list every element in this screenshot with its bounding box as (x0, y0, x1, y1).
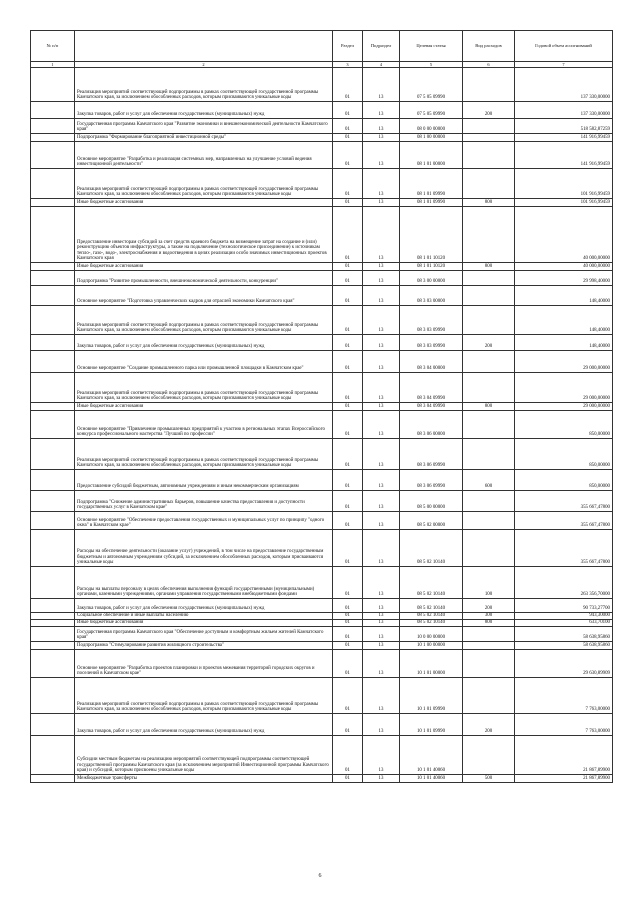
header-razdel: Раздел (333, 31, 363, 62)
cell-target-article: 08 5 02 10140 (400, 599, 463, 613)
cell-target-article: 08 3 03 00000 (400, 286, 463, 306)
cell-amount: 58 638,95860 (515, 642, 613, 650)
cell-target-article: 08 1 01 10120 (400, 207, 463, 263)
column-number: 3 (333, 62, 363, 68)
cell-amount: 7 763,00000 (515, 678, 613, 714)
cell-razdel: 01 (333, 102, 363, 119)
cell-podrazdel: 13 (363, 627, 400, 642)
cell-number (31, 678, 75, 714)
table-row (31, 403, 613, 411)
cell-amount: 137 330,00000 (515, 68, 613, 102)
cell-target-article: 07 5 05 09990 (400, 102, 463, 119)
cell-razdel: 01 (333, 620, 363, 627)
cell-razdel: 01 (333, 650, 363, 678)
column-number: 5 (400, 62, 463, 68)
cell-expense-type: 800 (463, 620, 515, 627)
cell-name: Реализация мероприятий соответствующей подпрограммы в рамках соответствующей государственной программы Камчатского края, за исключением обособленных расходов, которым присваиваются уникальные коды (75, 439, 333, 470)
cell-razdel: 01 (333, 627, 363, 642)
cell-expense-type: 800 (463, 263, 515, 271)
cell-number (31, 169, 75, 199)
cell-razdel: 01 (333, 286, 363, 306)
cell-razdel: 01 (333, 512, 363, 530)
cell-target-article: 08 3 04 00000 (400, 351, 463, 373)
budget-table (30, 30, 613, 783)
cell-expense-type: 800 (463, 199, 515, 207)
cell-name: Социальное обеспечение и иные выплаты населению (75, 613, 333, 620)
cell-podrazdel: 13 (363, 102, 400, 119)
table-row (31, 169, 613, 199)
cell-name: Иные бюджетные ассигнования (75, 199, 333, 207)
table-row (31, 775, 613, 783)
cell-name: Предоставление субсидий бюджетным, автономным учреждениям и иным некоммерческим организациям (75, 470, 333, 491)
cell-target-article: 08 3 06 09990 (400, 470, 463, 491)
table-row (31, 134, 613, 142)
cell-razdel: 01 (333, 403, 363, 411)
cell-amount: 101 916,99459 (515, 169, 613, 199)
column-number: 2 (75, 62, 333, 68)
cell-amount: 137 330,00000 (515, 102, 613, 119)
cell-name: Подпрограмма "Формирование благоприятной инвестиционной среды" (75, 134, 333, 142)
cell-podrazdel: 13 (363, 207, 400, 263)
page-number: 6 (318, 873, 322, 879)
cell-razdel: 01 (333, 411, 363, 439)
cell-amount: 355 667,47800 (515, 530, 613, 567)
cell-expense-type (463, 169, 515, 199)
cell-target-article: 08 3 06 00000 (400, 411, 463, 439)
cell-name: Закупка товаров, работ и услуг для обеспечения государственных (муниципальных) нужд (75, 102, 333, 119)
table-row (31, 736, 613, 775)
cell-podrazdel: 13 (363, 119, 400, 134)
cell-name: Реализация мероприятий соответствующей подпрограммы в рамках соответствующей государственной программы Камчатского края, за исключением обособленных расходов, которым присваиваются уникальные коды (75, 306, 333, 335)
cell-target-article: 08 5 02 10140 (400, 530, 463, 567)
cell-number (31, 306, 75, 335)
table-row (31, 119, 613, 134)
cell-number (31, 207, 75, 263)
table-row (31, 613, 613, 620)
cell-number (31, 263, 75, 271)
cell-podrazdel: 13 (363, 714, 400, 736)
cell-amount: 633,70100 (515, 620, 613, 627)
cell-target-article: 08 1 01 10120 (400, 263, 463, 271)
cell-podrazdel: 13 (363, 650, 400, 678)
cell-amount: 7 763,00000 (515, 714, 613, 736)
cell-target-article: 10 1 01 09990 (400, 714, 463, 736)
cell-expense-type (463, 411, 515, 439)
table-row (31, 650, 613, 678)
cell-target-article: 10 0 00 00000 (400, 627, 463, 642)
cell-amount: 141 916,99459 (515, 134, 613, 142)
cell-number (31, 775, 75, 783)
cell-amount: 263 356,70000 (515, 567, 613, 599)
cell-amount: 355 667,47800 (515, 491, 613, 512)
cell-podrazdel: 13 (363, 134, 400, 142)
cell-number (31, 650, 75, 678)
cell-number (31, 714, 75, 736)
cell-name: Реализация мероприятий соответствующей подпрограммы в рамках соответствующей государственной программы Камчатского края, за исключением обособленных расходов, которым присваиваются уникальные коды (75, 68, 333, 102)
table-row (31, 199, 613, 207)
cell-amount: 29 630,89909 (515, 650, 613, 678)
cell-name: Основное мероприятие "Создание промышленного парка или промышленной площадки в Камчатском крае" (75, 351, 333, 373)
cell-expense-type: 200 (463, 102, 515, 119)
cell-name: Закупка товаров, работ и услуг для обеспечения государственных (муниципальных) нужд (75, 599, 333, 613)
cell-podrazdel: 13 (363, 286, 400, 306)
cell-amount: 29 000,00000 (515, 403, 613, 411)
cell-podrazdel: 13 (363, 373, 400, 403)
cell-razdel: 01 (333, 271, 363, 286)
cell-target-article: 08 3 04 09990 (400, 403, 463, 411)
cell-razdel: 01 (333, 68, 363, 102)
cell-razdel: 01 (333, 335, 363, 351)
cell-target-article: 10 1 00 00000 (400, 642, 463, 650)
cell-number (31, 530, 75, 567)
table-row (31, 411, 613, 439)
cell-number (31, 491, 75, 512)
cell-amount: 355 667,47800 (515, 512, 613, 530)
cell-razdel: 01 (333, 599, 363, 613)
cell-razdel: 01 (333, 530, 363, 567)
cell-podrazdel: 13 (363, 613, 400, 620)
cell-name: Государственная программа Камчатского края "Развитие экономики и внешнеэкономической деятельности Камчатского края" (75, 119, 333, 134)
cell-target-article: 10 1 01 00000 (400, 650, 463, 678)
cell-number (31, 470, 75, 491)
cell-target-article: 07 5 05 09990 (400, 68, 463, 102)
table-row (31, 271, 613, 286)
cell-expense-type (463, 142, 515, 169)
cell-target-article: 08 5 02 10140 (400, 613, 463, 620)
cell-amount: 21 867,89900 (515, 775, 613, 783)
cell-name: Расходы на выплаты персоналу в целях обеспечения выполнения функций государственными (муниципальными) органами, казенными учреждениями, органами управления государственными внебюджетными фондами (75, 567, 333, 599)
table-row (31, 642, 613, 650)
cell-number (31, 286, 75, 306)
cell-podrazdel: 13 (363, 199, 400, 207)
cell-expense-type: 200 (463, 599, 515, 613)
table-row (31, 351, 613, 373)
cell-razdel: 01 (333, 142, 363, 169)
table-row (31, 567, 613, 599)
cell-name: Реализация мероприятий соответствующей подпрограммы в рамках соответствующей государственной программы Камчатского края, за исключением обособленных расходов, которым присваиваются уникальные коды (75, 169, 333, 199)
cell-name: Государственная программа Камчатского края "Обеспечение доступным и комфортным жильем жителей Камчатского края" (75, 627, 333, 642)
cell-podrazdel: 13 (363, 271, 400, 286)
column-number: 7 (515, 62, 613, 68)
table-row (31, 599, 613, 613)
cell-number (31, 102, 75, 119)
cell-podrazdel: 13 (363, 470, 400, 491)
cell-name: Основное мероприятие "Разработка и реализация системных мер, направленных на улучшение условий ведения инвестиционной деятельности" (75, 142, 333, 169)
cell-razdel: 01 (333, 373, 363, 403)
header-row (31, 31, 613, 62)
cell-expense-type (463, 271, 515, 286)
cell-name: Межбюджетные трансферты (75, 775, 333, 783)
cell-number (31, 642, 75, 650)
cell-name: Иные бюджетные ассигнования (75, 620, 333, 627)
cell-expense-type (463, 68, 515, 102)
cell-target-article: 08 3 06 09990 (400, 439, 463, 470)
cell-target-article: 08 1 00 00000 (400, 134, 463, 142)
table-row (31, 207, 613, 263)
cell-razdel: 01 (333, 775, 363, 783)
cell-razdel: 01 (333, 439, 363, 470)
cell-podrazdel: 13 (363, 567, 400, 599)
cell-razdel: 01 (333, 491, 363, 512)
cell-number (31, 351, 75, 373)
cell-expense-type (463, 491, 515, 512)
table-row (31, 530, 613, 567)
cell-podrazdel: 13 (363, 736, 400, 775)
cell-amount: 101 916,99459 (515, 199, 613, 207)
cell-name: Основное мероприятие "Привлечение промышленных предприятий к участию в региональных этапах Всероссийского конкурса профессионального мастерства "Лучший по профессии" (75, 411, 333, 439)
cell-number (31, 439, 75, 470)
cell-expense-type (463, 736, 515, 775)
cell-amount: 29 000,00000 (515, 373, 613, 403)
cell-target-article: 08 3 00 00000 (400, 271, 463, 286)
cell-amount: 29 000,00000 (515, 351, 613, 373)
cell-number (31, 403, 75, 411)
cell-razdel: 01 (333, 263, 363, 271)
cell-name: Подпрограмма "Снижение административных барьеров, повышение качества предоставления и доступности государственных услуг в Камчатском крае" (75, 491, 333, 512)
cell-amount: 21 867,89900 (515, 736, 613, 775)
cell-number (31, 335, 75, 351)
cell-number (31, 68, 75, 102)
column-number: 6 (463, 62, 515, 68)
cell-podrazdel: 13 (363, 335, 400, 351)
cell-number (31, 512, 75, 530)
table-row (31, 68, 613, 102)
cell-number (31, 134, 75, 142)
cell-amount: 850,00000 (515, 411, 613, 439)
cell-target-article: 10 1 01 40060 (400, 736, 463, 775)
table-row (31, 491, 613, 512)
cell-razdel: 01 (333, 306, 363, 335)
cell-podrazdel: 13 (363, 642, 400, 650)
table-row (31, 678, 613, 714)
table-row (31, 620, 613, 627)
cell-expense-type: 100 (463, 567, 515, 599)
header-target-article: Целевая статья (400, 31, 463, 62)
cell-amount: 40 000,00000 (515, 207, 613, 263)
cell-target-article: 08 5 00 00000 (400, 491, 463, 512)
cell-expense-type: 600 (463, 470, 515, 491)
cell-amount: 141 916,99459 (515, 142, 613, 169)
cell-podrazdel: 13 (363, 491, 400, 512)
cell-razdel: 01 (333, 207, 363, 263)
cell-amount: 148,40000 (515, 306, 613, 335)
cell-name: Иные бюджетные ассигнования (75, 403, 333, 411)
cell-name: Подпрограмма "Стимулирование развития жилищного строительства" (75, 642, 333, 650)
cell-amount: 850,00000 (515, 470, 613, 491)
cell-amount: 518 582,87259 (515, 119, 613, 134)
cell-number (31, 271, 75, 286)
cell-podrazdel: 13 (363, 403, 400, 411)
cell-name: Реализация мероприятий соответствующей подпрограммы в рамках соответствующей государственной программы Камчатского края, за исключением обособленных расходов, которым присваиваются уникальные коды (75, 373, 333, 403)
table-row (31, 373, 613, 403)
cell-amount: 90 733,27700 (515, 599, 613, 613)
cell-podrazdel: 13 (363, 530, 400, 567)
table-row (31, 102, 613, 119)
table-row (31, 714, 613, 736)
table-row (31, 286, 613, 306)
cell-expense-type (463, 512, 515, 530)
cell-podrazdel: 13 (363, 678, 400, 714)
cell-podrazdel: 13 (363, 306, 400, 335)
cell-expense-type (463, 306, 515, 335)
cell-name: Закупка товаров, работ и услуг для обеспечения государственных (муниципальных) нужд (75, 335, 333, 351)
header-expense-type: Вид расходов (463, 31, 515, 62)
cell-expense-type (463, 134, 515, 142)
cell-razdel: 01 (333, 119, 363, 134)
cell-name: Закупка товаров, работ и услуг для обеспечения государственных (муниципальных) нужд (75, 714, 333, 736)
cell-expense-type (463, 439, 515, 470)
cell-expense-type: 800 (463, 403, 515, 411)
cell-number (31, 142, 75, 169)
cell-number (31, 627, 75, 642)
cell-podrazdel: 13 (363, 620, 400, 627)
cell-target-article: 08 3 03 09990 (400, 335, 463, 351)
header-number: № п/п (31, 31, 75, 62)
cell-number (31, 620, 75, 627)
header-podrazdel: Подраздел (363, 31, 400, 62)
cell-expense-type: 500 (463, 775, 515, 783)
cell-razdel: 01 (333, 714, 363, 736)
cell-razdel: 01 (333, 199, 363, 207)
cell-razdel: 01 (333, 567, 363, 599)
cell-amount: 850,00000 (515, 439, 613, 470)
cell-expense-type (463, 119, 515, 134)
cell-expense-type (463, 373, 515, 403)
cell-amount: 943,30000 (515, 613, 613, 620)
cell-podrazdel: 13 (363, 351, 400, 373)
cell-razdel: 01 (333, 736, 363, 775)
cell-expense-type: 200 (463, 714, 515, 736)
cell-expense-type: 200 (463, 335, 515, 351)
cell-number (31, 613, 75, 620)
cell-razdel: 01 (333, 470, 363, 491)
table-row (31, 306, 613, 335)
cell-number (31, 119, 75, 134)
cell-target-article: 08 3 03 09990 (400, 306, 463, 335)
cell-podrazdel: 13 (363, 775, 400, 783)
cell-amount: 148,40000 (515, 335, 613, 351)
cell-number (31, 411, 75, 439)
cell-name: Реализация мероприятий соответствующей подпрограммы в рамках соответствующей государственной программы Камчатского края, за исключением обособленных расходов, которым присваиваются уникальные коды (75, 678, 333, 714)
cell-target-article: 08 5 02 10140 (400, 620, 463, 627)
cell-razdel: 01 (333, 351, 363, 373)
cell-podrazdel: 13 (363, 169, 400, 199)
cell-amount: 58 638,95860 (515, 627, 613, 642)
cell-podrazdel: 13 (363, 512, 400, 530)
cell-name: Расходы на обеспечение деятельности (оказание услуг) учреждений, в том числе на предоставление государственным бюджетным и автономным учреждениям субсидий, за исключением обособленных расходов, которым присваиваются уникальные коды (75, 530, 333, 567)
cell-number (31, 567, 75, 599)
cell-target-article: 10 1 01 40060 (400, 775, 463, 783)
cell-expense-type (463, 351, 515, 373)
cell-expense-type (463, 286, 515, 306)
table-row (31, 627, 613, 642)
cell-razdel: 01 (333, 613, 363, 620)
cell-amount: 148,40000 (515, 286, 613, 306)
cell-name: Субсидии местным бюджетам на реализацию мероприятий соответствующей подпрограммы соответствующей государственной программы Камчатского края (за исключением мероприятий Инвестиционной программы Камчатского края) и субсидий, которым присвоены уникальные коды (75, 736, 333, 775)
cell-target-article: 10 1 01 09990 (400, 678, 463, 714)
cell-razdel: 01 (333, 642, 363, 650)
cell-podrazdel: 13 (363, 142, 400, 169)
cell-expense-type (463, 627, 515, 642)
cell-amount: 40 000,00000 (515, 263, 613, 271)
cell-target-article: 08 3 04 09990 (400, 373, 463, 403)
cell-name: Основное мероприятие "Подготовка управленческих кадров для отраслей экономики Камчатского края" (75, 286, 333, 306)
cell-number (31, 599, 75, 613)
cell-amount: 29 998,40000 (515, 271, 613, 286)
table-row (31, 470, 613, 491)
cell-podrazdel: 13 (363, 411, 400, 439)
cell-number (31, 736, 75, 775)
cell-number (31, 199, 75, 207)
cell-target-article: 08 1 01 09990 (400, 199, 463, 207)
cell-expense-type (463, 650, 515, 678)
cell-target-article: 08 5 02 00000 (400, 512, 463, 530)
cell-name: Основное мероприятие "Разработка проектов планировки и проектов межевания территорий городских округов и поселений в Камчатском крае" (75, 650, 333, 678)
table-body (31, 68, 613, 783)
table-row (31, 263, 613, 271)
cell-expense-type (463, 530, 515, 567)
table-row (31, 142, 613, 169)
cell-name: Иные бюджетные ассигнования (75, 263, 333, 271)
cell-name: Предоставление инвесторам субсидий за счет средств краевого бюджета на возмещение затрат на создание и (или) реконструкцию объектов инфраструктуры, а также на подключение (технологическое присоединение) к источникам тепло-, газо-, водо-, электроснабжения и водоотведения в целях реализации особо значимых инвестиционных проектов Камчатского края (75, 207, 333, 263)
cell-number (31, 373, 75, 403)
header-name (75, 31, 333, 62)
cell-podrazdel: 13 (363, 263, 400, 271)
cell-podrazdel: 13 (363, 599, 400, 613)
column-number: 4 (363, 62, 400, 68)
cell-razdel: 01 (333, 134, 363, 142)
table-row (31, 335, 613, 351)
cell-target-article: 08 0 00 00000 (400, 119, 463, 134)
cell-expense-type: 300 (463, 613, 515, 620)
budget-table-container (30, 30, 612, 783)
cell-podrazdel: 13 (363, 439, 400, 470)
cell-expense-type (463, 207, 515, 263)
table-row (31, 512, 613, 530)
header-annual-amount: Годовой объем ассигнований (515, 31, 613, 62)
cell-expense-type (463, 678, 515, 714)
column-number: 1 (31, 62, 75, 68)
cell-target-article: 08 1 01 00000 (400, 142, 463, 169)
cell-expense-type (463, 642, 515, 650)
cell-name: Подпрограмма "Развитие промышленности, внешнеэкономической деятельности, конкуренции" (75, 271, 333, 286)
cell-razdel: 01 (333, 678, 363, 714)
cell-razdel: 01 (333, 169, 363, 199)
table-row (31, 439, 613, 470)
cell-podrazdel: 13 (363, 68, 400, 102)
cell-target-article: 08 5 02 10140 (400, 567, 463, 599)
cell-target-article: 08 1 01 09990 (400, 169, 463, 199)
cell-name: Основное мероприятие "Обеспечение предоставления государственных и муниципальных услуг по принципу "одного окна" в Камчатском крае" (75, 512, 333, 530)
